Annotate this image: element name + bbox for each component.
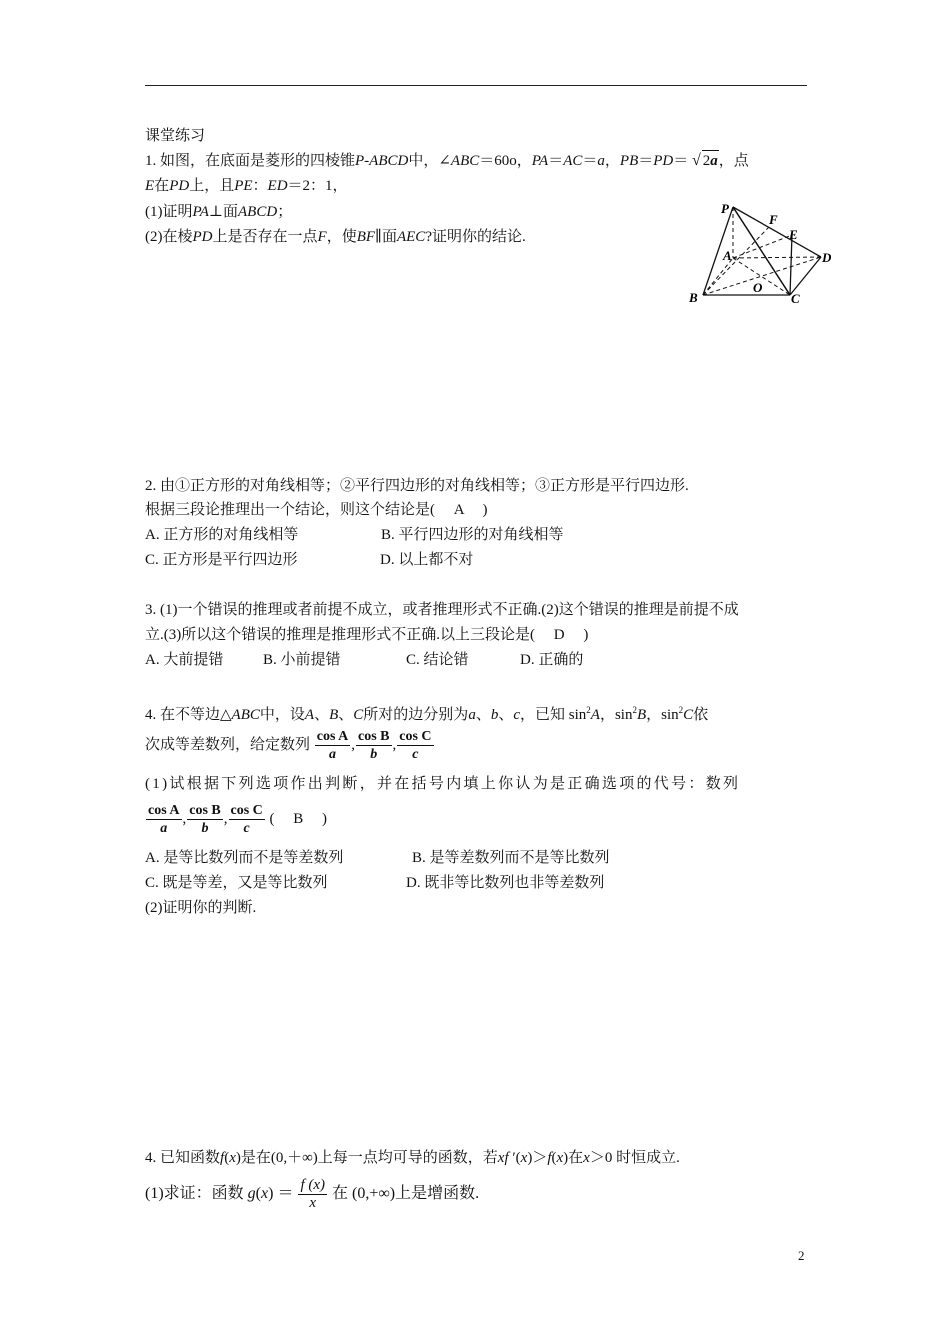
header-rule xyxy=(145,85,807,86)
q2-option-d: D. 以上都不对 xyxy=(380,552,474,568)
q3-option-b: B. 小前提错 xyxy=(263,652,341,668)
q4-answer: ( B ) xyxy=(269,811,328,827)
vertex-label-p: P xyxy=(721,201,729,216)
q2-option-b: B. 平行四边形的对角线相等 xyxy=(381,527,564,543)
vertex-label-a: A xyxy=(723,248,732,263)
q4-option-b: B. 是等差数列而不是等比数列 xyxy=(412,850,610,866)
q4-sequence-answer: $\frac{\text{cos A}}{a}$ , $\frac{\text{cos B}}{b}$ , $\frac{\text{cos C}}{c}$ ( B ) xyxy=(148,803,328,837)
q3-option-c: C. 结论错 xyxy=(406,652,469,668)
q4-option-d: D. 既非等比数列也非等差数列 xyxy=(406,875,605,891)
q2-option-a: A. 正方形的对角线相等 xyxy=(145,527,299,543)
fraction-cosB-b: $\frac{\text{cos B}}{b}$ xyxy=(358,729,390,763)
q5-line2: (1)求证：函数 g(x) ＝ $\frac{f (x)}{x}$ 在 (0,+∞)上是增函数. xyxy=(145,1176,480,1211)
q3-line2: 立.(3)所以这个错误的推理是推理形式不正确.以上三段论是( D ) xyxy=(145,627,589,643)
q4-line2: 次成等差数列，给定数列 $\frac{\text{cos A}}{a}$ , $\frac{\text{cos B}}{b}$ , $\frac{\text{cos C}}{c}$ xyxy=(145,729,432,763)
section-heading: 课堂练习 xyxy=(145,128,206,144)
vertex-label-f: F xyxy=(769,212,778,227)
q1-part1: (1)证明PA⊥面ABCD； xyxy=(145,204,293,220)
vertex-label-e: E xyxy=(789,227,798,242)
fraction-cosA-a-2: $\frac{\text{cos A}}{a}$ xyxy=(148,803,180,837)
q4-option-a: A. 是等比数列而不是等差数列 xyxy=(145,850,344,866)
q4-sub2: (2)证明你的判断. xyxy=(145,900,257,916)
q2-line1: 2. 由①正方形的对角线相等；②平行四边形的对角线相等；③正方形是平行四边形. xyxy=(145,478,689,494)
q2-option-c: C. 正方形是平行四边形 xyxy=(145,552,298,568)
page-number: 2 xyxy=(798,1248,805,1263)
q1-line2: E在PD上，且PE：ED＝2：1， xyxy=(145,178,348,194)
q1-part2: (2)在棱PD上是否存在一点F，使BF∥面AEC?证明你的结论. xyxy=(145,229,526,245)
q2-line2: 根据三段论推理出一个结论，则这个结论是( A ) xyxy=(145,502,488,518)
vertex-label-d: D xyxy=(822,250,832,265)
sqrt-expression: √ 2a xyxy=(692,152,718,169)
fraction-cosA-a: $\frac{\text{cos A}}{a}$ xyxy=(316,729,349,763)
q5-line1: 4. 已知函数f(x)是在(0,＋∞)上每一点均可导的函数，若xf ′(x)＞f(x)在x＞0 时恒成立. xyxy=(145,1150,680,1166)
vertex-label-c: C xyxy=(791,291,800,306)
fraction-cosC-c-2: $\frac{\text{cos C}}{c}$ xyxy=(230,803,263,837)
q3-option-d: D. 正确的 xyxy=(520,652,584,668)
q3-option-a: A. 大前提错 xyxy=(145,652,224,668)
q3-line1: 3. (1)一个错误的推理或者前提不成立，或者推理形式不正确.(2)这个错误的推理是前提不成 xyxy=(145,602,739,618)
q4-line1: 4. 在不等边△ABC中，设A、B、C所对的边分别为a、b、c，已知 $\sin^2A$，$\sin^2B$，$\sin^2C$依 xyxy=(145,705,709,723)
fraction-cosB-b-2: $\frac{\text{cos B}}{b}$ xyxy=(189,803,221,837)
q1-line1: 1. 如图，在底面是菱形的四棱锥P-ABCD中，∠ABC＝60o，PA＝AC＝a，PB＝PD＝ √ 2a，点 xyxy=(145,152,749,169)
q4-sub1: (1)试根据下列选项作出判断，并在括号内填上你认为是正确选项的代号：数列 xyxy=(145,776,741,792)
q4-option-c: C. 既是等差，又是等比数列 xyxy=(145,875,328,891)
fraction-fx-x: $\frac{f (x)}{x}$ xyxy=(300,1176,326,1211)
pyramid-figure xyxy=(685,196,835,311)
fraction-cosC-c: $\frac{\text{cos C}}{c}$ xyxy=(399,729,432,763)
vertex-label-b: B xyxy=(689,290,698,305)
vertex-label-o: O xyxy=(753,280,763,295)
